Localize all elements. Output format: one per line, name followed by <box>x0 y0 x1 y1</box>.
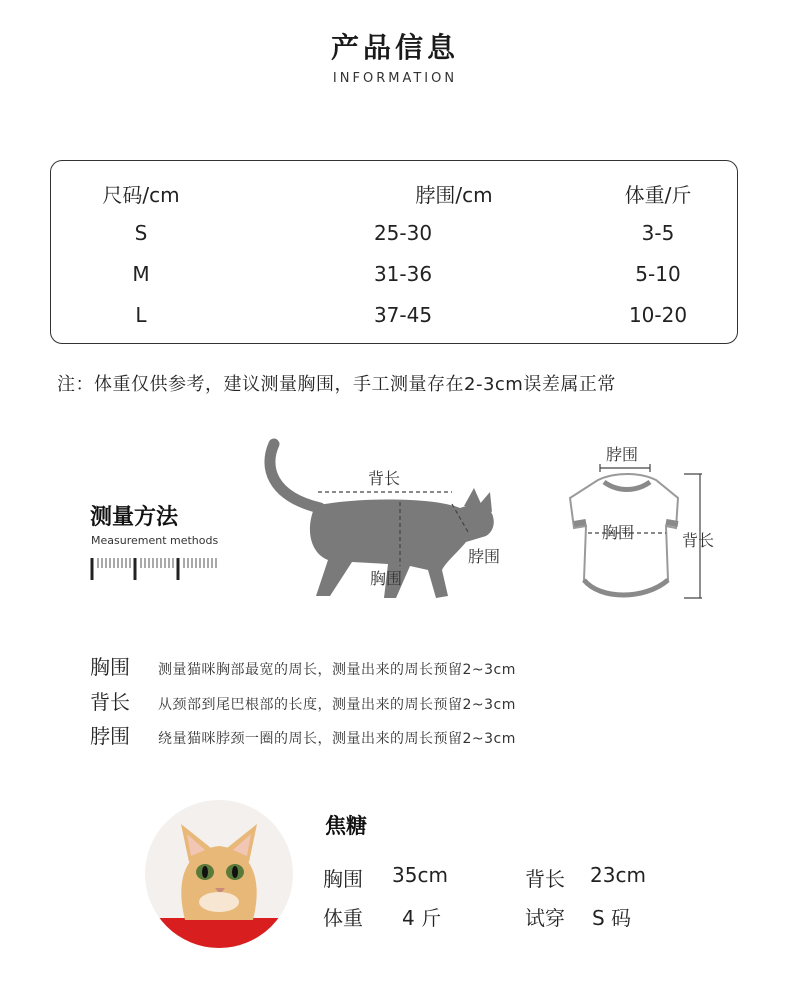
table-cell: S <box>134 221 148 245</box>
cat-label-back: 背长 <box>368 469 401 488</box>
table-cell: 25-30 <box>373 221 433 245</box>
definition-text: 绕量猫咪脖颈一圈的周长，测量出来的周长预留2~3cm <box>158 731 516 747</box>
table-cell: 3-5 <box>641 221 675 245</box>
page-title: 产品信息 <box>330 31 459 64</box>
table-header-weight: 体重/斤 <box>624 183 692 207</box>
table-cell: 5-10 <box>635 262 681 286</box>
table-header-neck: 脖围/cm <box>415 183 493 207</box>
model-weight-label: 体重 <box>323 906 363 930</box>
model-name: 焦糖 <box>325 814 367 838</box>
table-cell: 10-20 <box>628 303 688 327</box>
definition-row <box>90 651 516 680</box>
cat-label-neck: 脖围 <box>468 547 501 566</box>
table-cell: M <box>132 262 150 286</box>
shirt-label-chest: 胸围 <box>602 523 635 542</box>
size-note: 注：体重仅供参考，建议测量胸围，手工测量存在2-3cm误差属正常 <box>57 374 616 395</box>
definition-label: 胸围 <box>90 655 130 679</box>
model-back-value: 23cm <box>590 863 646 887</box>
table-cell: L <box>135 303 147 327</box>
definition-row <box>90 686 516 715</box>
shirt-measurement-diagram <box>560 440 730 605</box>
model-back-label: 背长 <box>525 867 565 891</box>
model-trial-label: 试穿 <box>525 906 565 930</box>
table-cell: 31-36 <box>373 262 433 286</box>
definition-label: 脖围 <box>90 724 130 748</box>
model-cat-photo <box>145 800 293 948</box>
table-cell: 37-45 <box>373 303 433 327</box>
definition-row <box>90 720 516 749</box>
model-trial-value: S 码 <box>592 906 632 930</box>
page-subtitle: INFORMATION <box>332 71 458 86</box>
ruler-icon <box>90 556 220 582</box>
method-subtitle: Measurement methods <box>91 534 219 547</box>
cat-tail <box>270 444 320 508</box>
cat-measurement-diagram <box>260 436 520 606</box>
model-chest-label: 胸围 <box>323 867 363 891</box>
size-table <box>50 160 738 344</box>
model-weight-value: 4 斤 <box>402 906 442 930</box>
method-title: 测量方法 <box>90 505 179 530</box>
definition-label: 背长 <box>90 690 130 714</box>
shirt-label-back: 背长 <box>682 531 715 550</box>
table-header-size: 尺码/cm <box>102 183 180 207</box>
definition-text: 测量猫咪胸部最宽的周长，测量出来的周长预留2~3cm <box>158 662 516 678</box>
model-chest-value: 35cm <box>392 863 448 887</box>
cat-label-chest: 胸围 <box>370 569 403 588</box>
shirt-label-neck: 脖围 <box>606 445 639 464</box>
definition-text: 从颈部到尾巴根部的长度，测量出来的周长预留2~3cm <box>158 697 516 713</box>
